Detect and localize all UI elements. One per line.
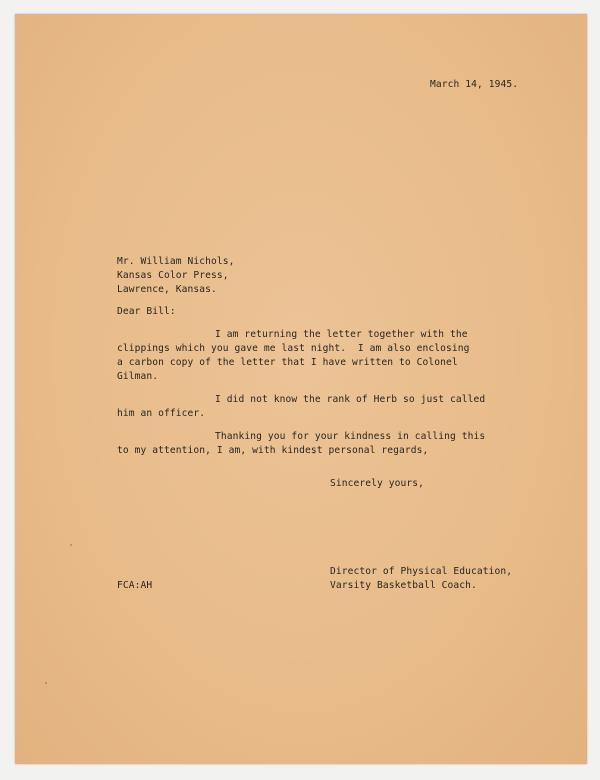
- paragraph1-line: Gilman.: [117, 371, 159, 382]
- paper-speck: [45, 682, 47, 684]
- paragraph1-line: I am returning the letter together with the: [215, 329, 468, 340]
- paragraph2-line: I did not know the rank of Herb so just called: [215, 394, 486, 405]
- paragraph3-line: to my attention, I am, with kindest personal regards,: [117, 445, 429, 456]
- salutation: Dear Bill:: [117, 306, 176, 317]
- recipient-city: Lawrence, Kansas.: [117, 284, 217, 295]
- paper-speck: [70, 544, 72, 546]
- letter-page: [15, 14, 587, 764]
- paragraph1-line: a carbon copy of the letter that I have written to Colonel: [117, 357, 458, 368]
- closing: Sincerely yours,: [330, 478, 425, 489]
- typist-initials: FCA:AH: [117, 580, 153, 591]
- recipient-company: Kansas Color Press,: [117, 270, 229, 281]
- paragraph2-line: him an officer.: [117, 408, 206, 419]
- paragraph1-line: clippings which you gave me last night. I am also enclosing: [117, 343, 470, 354]
- recipient-name: Mr. William Nichols,: [117, 256, 235, 267]
- letter-date: March 14, 1945.: [430, 79, 519, 90]
- signature-title-line: Director of Physical Education,: [330, 566, 513, 577]
- paragraph3-line: Thanking you for your kindness in calling this: [215, 431, 486, 442]
- signature-title-line: Varsity Basketball Coach.: [330, 580, 477, 591]
